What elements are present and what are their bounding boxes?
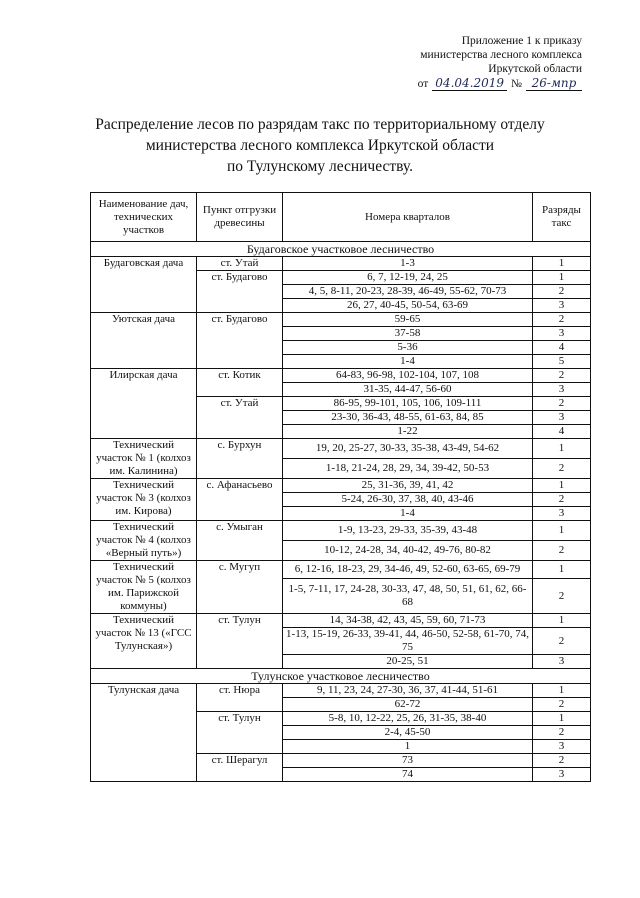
rank-cell: 1 xyxy=(533,561,591,579)
number-label: № xyxy=(511,78,522,90)
dacha-name-cell: Технический участок № 5 (колхоз им. Парижской коммуны) xyxy=(91,561,197,614)
quarters-cell: 10-12, 24-28, 34, 40-42, 49-76, 80-82 xyxy=(283,541,533,561)
dacha-name-cell: Технический участок № 13 («ГСС Тулунская») xyxy=(91,614,197,669)
rank-cell: 2 xyxy=(533,459,591,479)
document-title xyxy=(0,114,640,177)
forest-rank-table xyxy=(90,192,591,782)
quarters-cell: 6, 7, 12-19, 24, 25 xyxy=(283,271,533,285)
table-row xyxy=(91,561,591,579)
rank-cell: 1 xyxy=(533,479,591,493)
header-quarters: Номера кварталов xyxy=(283,193,533,242)
quarters-cell: 1-18, 21-24, 28, 29, 34, 39-42, 50-53 xyxy=(283,459,533,479)
section-row xyxy=(91,242,591,257)
section-row xyxy=(91,669,591,684)
dacha-name-cell: Уютская дача xyxy=(91,313,197,369)
quarters-cell: 6, 12-16, 18-23, 29, 34-46, 49, 52-60, 63-65, 69-79 xyxy=(283,561,533,579)
quarters-cell: 37-58 xyxy=(283,327,533,341)
rank-cell: 1 xyxy=(533,614,591,628)
rank-cell: 1 xyxy=(533,271,591,285)
rank-cell: 2 xyxy=(533,313,591,327)
table-row xyxy=(91,479,591,493)
quarters-cell: 5-24, 26-30, 37, 38, 40, 43-46 xyxy=(283,493,533,507)
handwritten-date: 04.04.2019 xyxy=(432,76,507,91)
shipping-point-cell: с. Бурхун xyxy=(197,439,283,479)
region-line: Иркутской области xyxy=(488,63,582,75)
rank-cell: 2 xyxy=(533,579,591,614)
quarters-cell: 20-25, 51 xyxy=(283,655,533,669)
rank-cell: 2 xyxy=(533,541,591,561)
quarters-cell: 1 xyxy=(283,740,533,754)
table-row xyxy=(91,313,591,327)
rank-cell: 2 xyxy=(533,628,591,655)
rank-cell: 2 xyxy=(533,285,591,299)
quarters-cell: 5-36 xyxy=(283,341,533,355)
header-dacha: Наименование дач, технических участков xyxy=(91,193,197,242)
rank-cell: 1 xyxy=(533,521,591,541)
quarters-cell: 23-30, 36-43, 48-55, 61-63, 84, 85 xyxy=(283,411,533,425)
rank-cell: 4 xyxy=(533,341,591,355)
title-line-1: Распределение лесов по разрядам такс по территориальному отделу xyxy=(95,116,545,133)
shipping-point-cell: ст. Тулун xyxy=(197,712,283,754)
rank-cell: 2 xyxy=(533,754,591,768)
rank-cell: 2 xyxy=(533,698,591,712)
ministry-line: министерства лесного комплекса xyxy=(420,49,582,61)
quarters-cell: 1-9, 13-23, 29-33, 35-39, 43-48 xyxy=(283,521,533,541)
handwritten-number: 26-мпр xyxy=(526,76,582,91)
rank-cell: 2 xyxy=(533,726,591,740)
quarters-cell: 1-3 xyxy=(283,257,533,271)
from-label: от xyxy=(417,78,429,90)
quarters-cell: 86-95, 99-101, 105, 106, 109-111 xyxy=(283,397,533,411)
quarters-cell: 1-4 xyxy=(283,355,533,369)
order-reference-block xyxy=(418,34,582,91)
quarters-cell: 1-22 xyxy=(283,425,533,439)
dacha-name-cell: Технический участок № 4 (колхоз «Верный путь») xyxy=(91,521,197,561)
rank-cell: 1 xyxy=(533,712,591,726)
quarters-cell: 73 xyxy=(283,754,533,768)
header-rank: Разряды такс xyxy=(533,193,591,242)
shipping-point-cell: ст. Будагово xyxy=(197,271,283,313)
section-title: Будаговское участковое лесничество xyxy=(91,242,591,257)
shipping-point-cell: с. Афанасьево xyxy=(197,479,283,521)
quarters-cell: 1-5, 7-11, 17, 24-28, 30-33, 47, 48, 50, 51, 61, 62, 66-68 xyxy=(283,579,533,614)
quarters-cell: 4, 5, 8-11, 20-23, 28-39, 46-49, 55-62, 70-73 xyxy=(283,285,533,299)
rank-cell: 3 xyxy=(533,299,591,313)
quarters-cell: 14, 34-38, 42, 43, 45, 59, 60, 71-73 xyxy=(283,614,533,628)
dacha-name-cell: Будаговская дача xyxy=(91,257,197,313)
dacha-name-cell: Илирская дача xyxy=(91,369,197,439)
rank-cell: 2 xyxy=(533,397,591,411)
table-row xyxy=(91,257,591,271)
quarters-cell: 59-65 xyxy=(283,313,533,327)
quarters-cell: 1-13, 15-19, 26-33, 39-41, 44, 46-50, 52-58, 61-70, 74, 75 xyxy=(283,628,533,655)
dacha-name-cell: Технический участок № 1 (колхоз им. Калинина) xyxy=(91,439,197,479)
title-line-3: по Тулунскому лесничеству. xyxy=(226,158,414,175)
rank-cell: 1 xyxy=(533,684,591,698)
dacha-name-cell: Тулунская дача xyxy=(91,684,197,782)
rank-cell: 2 xyxy=(533,369,591,383)
rank-cell: 3 xyxy=(533,383,591,397)
shipping-point-cell: ст. Тулун xyxy=(197,614,283,669)
table-row xyxy=(91,614,591,628)
quarters-cell: 62-72 xyxy=(283,698,533,712)
quarters-cell: 2-4, 45-50 xyxy=(283,726,533,740)
quarters-cell: 64-83, 96-98, 102-104, 107, 108 xyxy=(283,369,533,383)
rank-cell: 1 xyxy=(533,257,591,271)
rank-cell: 3 xyxy=(533,768,591,782)
shipping-point-cell: с. Умыган xyxy=(197,521,283,561)
shipping-point-cell: ст. Нюра xyxy=(197,684,283,712)
table-row xyxy=(91,439,591,459)
quarters-cell: 26, 27, 40-45, 50-54, 63-69 xyxy=(283,299,533,313)
table-body xyxy=(91,242,591,782)
rank-cell: 5 xyxy=(533,355,591,369)
quarters-cell: 19, 20, 25-27, 30-33, 35-38, 43-49, 54-62 xyxy=(283,439,533,459)
rank-cell: 1 xyxy=(533,439,591,459)
shipping-point-cell: ст. Шерагул xyxy=(197,754,283,782)
shipping-point-cell: ст. Утай xyxy=(197,257,283,271)
shipping-point-cell: ст. Котик xyxy=(197,369,283,397)
appendix-line: Приложение 1 к приказу xyxy=(461,35,582,47)
quarters-cell: 74 xyxy=(283,768,533,782)
rank-cell: 3 xyxy=(533,327,591,341)
table-row xyxy=(91,684,591,698)
table-row xyxy=(91,521,591,541)
rank-cell: 3 xyxy=(533,740,591,754)
quarters-cell: 5-8, 10, 12-22, 25, 26, 31-35, 38-40 xyxy=(283,712,533,726)
dacha-name-cell: Технический участок № 3 (колхоз им. Кирова) xyxy=(91,479,197,521)
table-row xyxy=(91,369,591,383)
table-header-row xyxy=(91,193,591,242)
rank-cell: 4 xyxy=(533,425,591,439)
shipping-point-cell: ст. Утай xyxy=(197,397,283,439)
shipping-point-cell: ст. Будагово xyxy=(197,313,283,369)
rank-cell: 3 xyxy=(533,655,591,669)
quarters-cell: 31-35, 44-47, 56-60 xyxy=(283,383,533,397)
quarters-cell: 9, 11, 23, 24, 27-30, 36, 37, 41-44, 51-61 xyxy=(283,684,533,698)
date-number-line xyxy=(418,76,582,91)
rank-cell: 3 xyxy=(533,411,591,425)
shipping-point-cell: с. Мугуп xyxy=(197,561,283,614)
rank-cell: 2 xyxy=(533,493,591,507)
section-title: Тулунское участковое лесничество xyxy=(91,669,591,684)
rank-cell: 3 xyxy=(533,507,591,521)
quarters-cell: 25, 31-36, 39, 41, 42 xyxy=(283,479,533,493)
quarters-cell: 1-4 xyxy=(283,507,533,521)
title-line-2: министерства лесного комплекса Иркутской области xyxy=(145,137,495,154)
header-shipping-point: Пункт отгрузки древесины xyxy=(197,193,283,242)
